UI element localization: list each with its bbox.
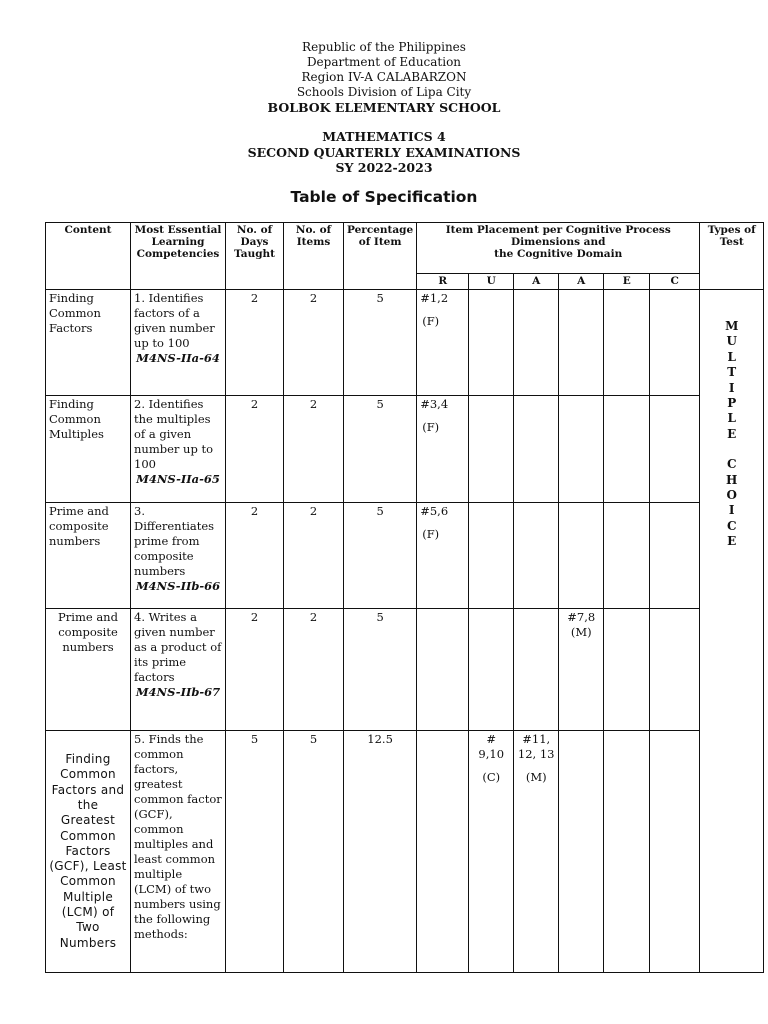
specification-table	[45, 222, 764, 973]
row1-e	[604, 290, 650, 396]
type-of-test-letter: O	[726, 488, 737, 503]
row1-r-dimension: (F)	[422, 314, 440, 328]
row2-days: 2	[226, 396, 284, 503]
header-placement-line2: the Cognitive Domain	[494, 248, 623, 260]
row2-c	[650, 396, 700, 503]
row3-competency-text: 3. Differentiates prime from composite numbers	[134, 504, 215, 578]
header-items: No. of Items	[284, 223, 344, 290]
row2-a1	[514, 396, 559, 503]
table-row	[46, 396, 764, 503]
header-percentage: Percentage of Item	[344, 223, 417, 290]
row5-c	[650, 731, 700, 973]
page-title: Table of Specification	[290, 188, 478, 206]
row5-u-items: # 9,10	[478, 732, 505, 761]
row1-u	[469, 290, 514, 396]
row5-percentage: 12.5	[344, 731, 417, 973]
type-of-test-letter: E	[727, 534, 737, 549]
domain-a1: A	[514, 274, 559, 290]
row1-percentage: 5	[344, 290, 417, 396]
row4-days: 2	[226, 609, 284, 731]
type-of-test-letter: U	[726, 334, 737, 349]
type-of-test-letter: I	[728, 380, 735, 395]
type-of-test-letter: T	[727, 365, 737, 380]
row2-r	[417, 396, 469, 503]
row4-a1	[514, 609, 559, 731]
type-of-test-letter: H	[726, 472, 738, 487]
row5-a1-items: #11, 12, 13	[517, 732, 555, 761]
row2-percentage: 5	[344, 396, 417, 503]
row1-days: 2	[226, 290, 284, 396]
type-of-test-letter: L	[727, 349, 736, 364]
row3-competency	[131, 503, 226, 609]
row1-r-items: #1,2	[420, 291, 449, 305]
type-of-test-letter: P	[727, 396, 737, 411]
row4-items: 2	[284, 609, 344, 731]
row4-a2-dimension: (M)	[570, 625, 592, 639]
row3-r	[417, 503, 469, 609]
row2-r-items: #3,4	[420, 397, 449, 411]
row5-u-dimension: (C)	[482, 770, 501, 784]
header-placement-line1: Item Placement per Cognitive Process Dimensions and	[445, 224, 671, 248]
domain-r: R	[417, 274, 469, 290]
row2-competency	[131, 396, 226, 503]
row4-code: M4NS-IIb-67	[135, 685, 221, 699]
row3-e	[604, 503, 650, 609]
row4-competency	[131, 609, 226, 731]
header-placement	[417, 223, 700, 274]
header-region: Region IV-A CALABARZON	[301, 70, 467, 84]
row2-competency-text: 2. Identifies the multiples of a given number up to 100	[134, 397, 214, 471]
row5-a2	[559, 731, 604, 973]
row5-a1-dimension: (M)	[525, 770, 547, 784]
row1-c	[650, 290, 700, 396]
row1-competency	[131, 290, 226, 396]
row3-code: M4NS-IIb-66	[135, 579, 221, 593]
row2-u	[469, 396, 514, 503]
row3-percentage: 5	[344, 503, 417, 609]
row3-a2	[559, 503, 604, 609]
type-of-test-letter: C	[726, 457, 737, 472]
domain-c: C	[650, 274, 700, 290]
type-of-test-letter: I	[728, 503, 735, 518]
row4-e	[604, 609, 650, 731]
table-row	[46, 731, 764, 973]
row4-a2-items: #7,8	[567, 610, 596, 624]
row1-items: 2	[284, 290, 344, 396]
header-days: No. of Days Taught	[226, 223, 284, 290]
row2-code: M4NS-IIa-65	[136, 472, 220, 486]
row1-competency-text: 1. Identifies factors of a given number up to 100	[134, 291, 215, 350]
row1-code: M4NS-IIa-64	[136, 351, 220, 365]
row5-competency	[131, 731, 226, 973]
row5-u	[469, 731, 514, 973]
row5-items: 5	[284, 731, 344, 973]
header-school-year: SY 2022-2023	[335, 160, 433, 175]
row3-c	[650, 503, 700, 609]
table-row	[46, 290, 764, 396]
header-types: Types of Test	[700, 223, 764, 290]
row5-r	[417, 731, 469, 973]
row2-e	[604, 396, 650, 503]
row2-r-dimension: (F)	[422, 420, 440, 434]
type-of-test-letter: M	[725, 319, 739, 333]
type-of-test-letter: E	[727, 426, 737, 441]
row4-c	[650, 609, 700, 731]
row2-items: 2	[284, 396, 344, 503]
row4-u	[469, 609, 514, 731]
header-exam: SECOND QUARTERLY EXAMINATIONS	[247, 145, 521, 160]
type-of-test	[700, 290, 764, 973]
table-header-row	[46, 223, 764, 274]
row5-content: Finding Common Factors and the Greatest Common Factors (GCF), Least Common Multiple (LCM) of Two Numbers	[46, 731, 131, 973]
row3-a1	[514, 503, 559, 609]
row5-a1	[514, 731, 559, 973]
type-of-test-label	[703, 319, 760, 550]
row1-content: Finding Common Factors	[46, 290, 131, 396]
row3-u	[469, 503, 514, 609]
row4-a2	[559, 609, 604, 731]
type-of-test-letter: C	[726, 518, 737, 533]
row3-items: 2	[284, 503, 344, 609]
row4-competency-text: 4. Writes a given number as a product of its prime factors	[134, 610, 222, 684]
row2-content: Finding Common Multiples	[46, 396, 131, 503]
domain-u: U	[469, 274, 514, 290]
row3-r-items: #5,6	[420, 504, 449, 518]
row4-percentage: 5	[344, 609, 417, 731]
header-division: Schools Division of Lipa City	[296, 85, 472, 99]
row1-r	[417, 290, 469, 396]
row5-e	[604, 731, 650, 973]
row3-content: Prime and composite numbers	[46, 503, 131, 609]
row3-days: 2	[226, 503, 284, 609]
header-department: Department of Education	[306, 55, 462, 69]
header-school: BOLBOK ELEMENTARY SCHOOL	[267, 100, 501, 115]
type-of-test-letter: L	[727, 411, 736, 426]
row4-r	[417, 609, 469, 731]
row5-days: 5	[226, 731, 284, 973]
table-row	[46, 503, 764, 609]
header-subject: MATHEMATICS 4	[322, 129, 446, 144]
table-row	[46, 609, 764, 731]
header-content: Content	[46, 223, 131, 290]
row1-a1	[514, 290, 559, 396]
row3-r-dimension: (F)	[422, 527, 440, 541]
header-competencies: Most Essential Learning Competencies	[131, 223, 226, 290]
row2-a2	[559, 396, 604, 503]
header-republic: Republic of the Philippines	[302, 40, 466, 54]
domain-e: E	[604, 274, 650, 290]
row5-competency-text: 5. Finds the common factors, greatest common factor (GCF), common multiples and least common multiple (LCM) of two numbers using the following methods:	[134, 732, 222, 941]
row1-a2	[559, 290, 604, 396]
domain-a2: A	[559, 274, 604, 290]
row4-content: Prime and composite numbers	[46, 609, 131, 731]
